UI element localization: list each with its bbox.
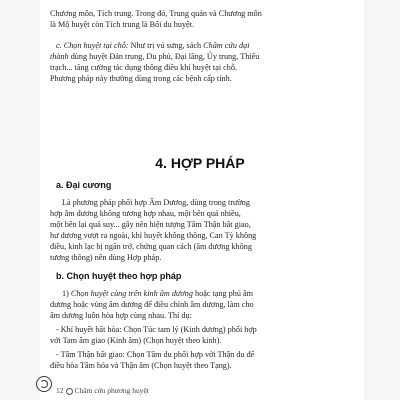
page-footer — [56, 386, 149, 395]
paragraph-line: Là phương pháp phối hợp Âm Dương, dùng trong trường — [62, 198, 250, 207]
b-text: hoặc tạng phủ âm — [192, 289, 253, 298]
paragraph-line: Chương môn, Tích trung. Trong đó, Trung quản và Chương môn — [50, 9, 262, 18]
paragraph-c-line2 — [50, 51, 350, 62]
subheading-a: a. Đại cương — [56, 180, 112, 190]
c-text: Như trị vú sưng, sách — [128, 41, 204, 50]
paragraph-line: dương hoặc vùng âm dương để điều chỉnh âm dương, làm cho — [50, 300, 254, 309]
circle-ornament-icon — [66, 388, 73, 395]
paragraph-b-line1 — [62, 288, 352, 299]
paragraph-line: là Mộ huyệt còn Tích trung là Bối du huyệt. — [50, 20, 195, 29]
paragraph-line: - Khí huyết bất hòa: Chọn Túc tam lý (Kinh dương) phối hợp — [56, 325, 257, 334]
c-text: dùng huyệt Đản trung, Du phủ, Đại lăng, Ủy trung, Thiếu — [68, 52, 260, 61]
section-title: 4. HỢP PHÁP — [155, 155, 245, 171]
paragraph-line: hư dương vượt ra ngoài, khí huyết không thông, Can Tỳ không — [50, 231, 257, 240]
paragraph-line: điều hòa Tâm hỏa và Thận âm (Chọn huyệt theo Tạng). — [50, 361, 232, 370]
c-label: c. Chọn huyệt tại chỗ: — [56, 41, 129, 50]
b-number: 1) — [62, 289, 71, 298]
paragraph-line: - Tâm Thận bất giao: Chọn Tâm du phối hợp với Thận du để — [56, 350, 255, 359]
paragraph-line: một bên lại quá suy... gây nên hiện tượng Tâm Thận bất giao, — [50, 220, 251, 229]
paragraph-line: tương thông) nên dùng Hợp pháp. — [50, 253, 162, 262]
book-title: Châm cứu phương huyệt — [74, 386, 149, 395]
paragraph-line: Phương pháp này thường dùng trong các bệnh cấp tính. — [50, 74, 232, 83]
page-number: 12 — [56, 386, 64, 395]
paragraph-line: hợp âm dương không tương hợp nhau, một bên quá nhiều, — [50, 209, 241, 218]
subheading-b: b. Chọn huyệt theo hợp pháp — [56, 271, 182, 281]
paragraph-line: âm dương luôn hòa hợp cùng nhau. Thí dụ: — [50, 311, 192, 320]
b-italic: Chọn huyệt cùng trên kinh âm dương — [70, 289, 193, 298]
paragraph-line: với Tam âm giao (Kinh âm) (Chọn huyệt theo kinh). — [50, 336, 222, 345]
paragraph-c-line1 — [56, 40, 356, 51]
paragraph-line: trạch... tăng cường tác dụng thông điều khí huyệt tại chỗ. — [50, 63, 238, 72]
paragraph-line: điều, kinh lạc bị ngăn trở, chứng quan cách (âm dương không — [50, 242, 252, 251]
c-book-title-end: thành — [50, 52, 69, 61]
publisher-logo-icon — [36, 376, 52, 392]
c-book-title: Châm cứu đại — [203, 41, 250, 50]
